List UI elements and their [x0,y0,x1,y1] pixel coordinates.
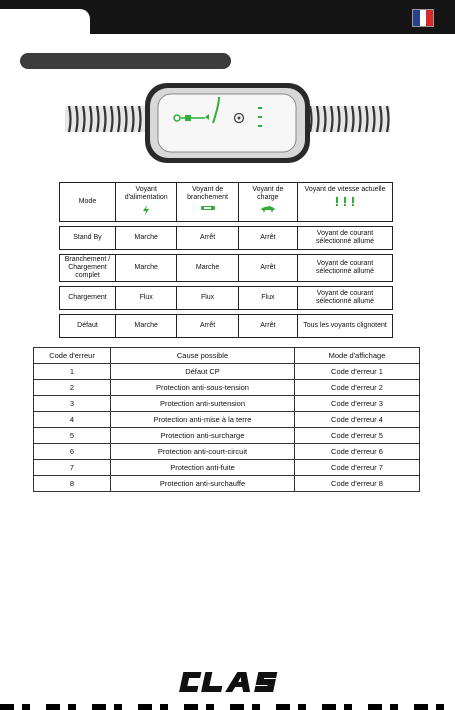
error-cause: Défaut CP [111,364,295,380]
error-display: Code d'erreur 8 [295,476,420,492]
status-charge: Arrêt [238,255,297,282]
error-cause: Protection anti-mise à la terre [111,412,295,428]
error-code: 1 [34,364,111,380]
header-connection [177,183,238,222]
status-mode: Défaut [60,315,116,338]
error-display: Code d'erreur 2 [295,380,420,396]
error-cause: Protection anti-sous-tension [111,380,295,396]
status-mode: Stand By [60,227,116,250]
status-charge: Arrêt [238,227,297,250]
error-display: Code d'erreur 3 [295,396,420,412]
error-code: 4 [34,412,111,428]
error-cause: Protection anti-surchauffe [111,476,295,492]
status-speed: Tous les voyants clignotent [298,315,393,338]
header-cause: Cause possible [111,348,295,364]
status-row [60,315,393,338]
error-display: Code d'erreur 6 [295,444,420,460]
status-power: Marche [115,315,176,338]
header-display: Mode d'affichage [295,348,420,364]
clas-logo [174,669,280,695]
footer-text-strip [0,704,455,710]
error-display: Code d'erreur 5 [295,428,420,444]
status-row [60,287,393,310]
error-code-table [33,347,420,492]
status-speed: Voyant de courant sélectionné allumé [298,227,393,250]
header-speed-label: Voyant de vitesse actuelle [304,186,386,193]
error-row [34,364,420,380]
error-code: 2 [34,380,111,396]
header-charge-label: Voyant de charge [252,186,284,202]
error-display: Code d'erreur 1 [295,364,420,380]
header-charge [238,183,297,222]
status-charge: Arrêt [238,315,297,338]
car-icon [260,205,276,212]
section-header-bar [20,53,231,69]
status-mode: Chargement [60,287,116,310]
error-row [34,396,420,412]
error-table-header [34,348,420,364]
header-connection-label: Voyant de branchement [187,186,228,202]
status-mode: Branchement / Chargement complet [60,255,116,282]
status-power: Flux [115,287,176,310]
status-speed: Voyant de courant sélectionné allumé [298,287,393,310]
error-code: 5 [34,428,111,444]
header-mode: Mode [60,183,116,222]
error-code: 7 [34,460,111,476]
status-row [60,227,393,250]
french-flag-icon [412,9,434,27]
status-table-header [60,183,393,222]
error-cause: Protection anti-court-circuit [111,444,295,460]
status-power: Marche [115,255,176,282]
status-table [59,182,393,338]
error-code: 3 [34,396,111,412]
error-row [34,476,420,492]
header-power-label: Voyant d'alimentation [124,186,168,202]
error-cause: Protection anti-fuite [111,460,295,476]
error-row [34,444,420,460]
error-row [34,460,420,476]
status-charge: Flux [238,287,297,310]
speed-bars-icon [334,197,356,206]
error-display: Code d'erreur 4 [295,412,420,428]
error-cause: Protection anti-surtension [111,396,295,412]
header-speed [298,183,393,222]
error-cause: Protection anti-surcharge [111,428,295,444]
header-tab [0,9,90,34]
header-error-code: Code d'erreur [34,348,111,364]
status-connection: Arrêt [177,227,238,250]
status-connection: Marche [177,255,238,282]
status-speed: Voyant de courant sélectionné allumé [298,255,393,282]
status-connection: Flux [177,287,238,310]
error-code: 6 [34,444,111,460]
status-row [60,255,393,282]
error-code: 8 [34,476,111,492]
status-power: Marche [115,227,176,250]
error-display: Code d'erreur 7 [295,460,420,476]
header-power [115,183,176,222]
error-row [34,412,420,428]
lightning-icon [142,205,150,215]
error-row [34,428,420,444]
error-row [34,380,420,396]
left-cable-icon [65,106,149,132]
plug-icon [201,205,215,211]
charger-control-box-illustration [65,80,390,170]
status-connection: Arrêt [177,315,238,338]
right-cable-icon [306,106,390,132]
